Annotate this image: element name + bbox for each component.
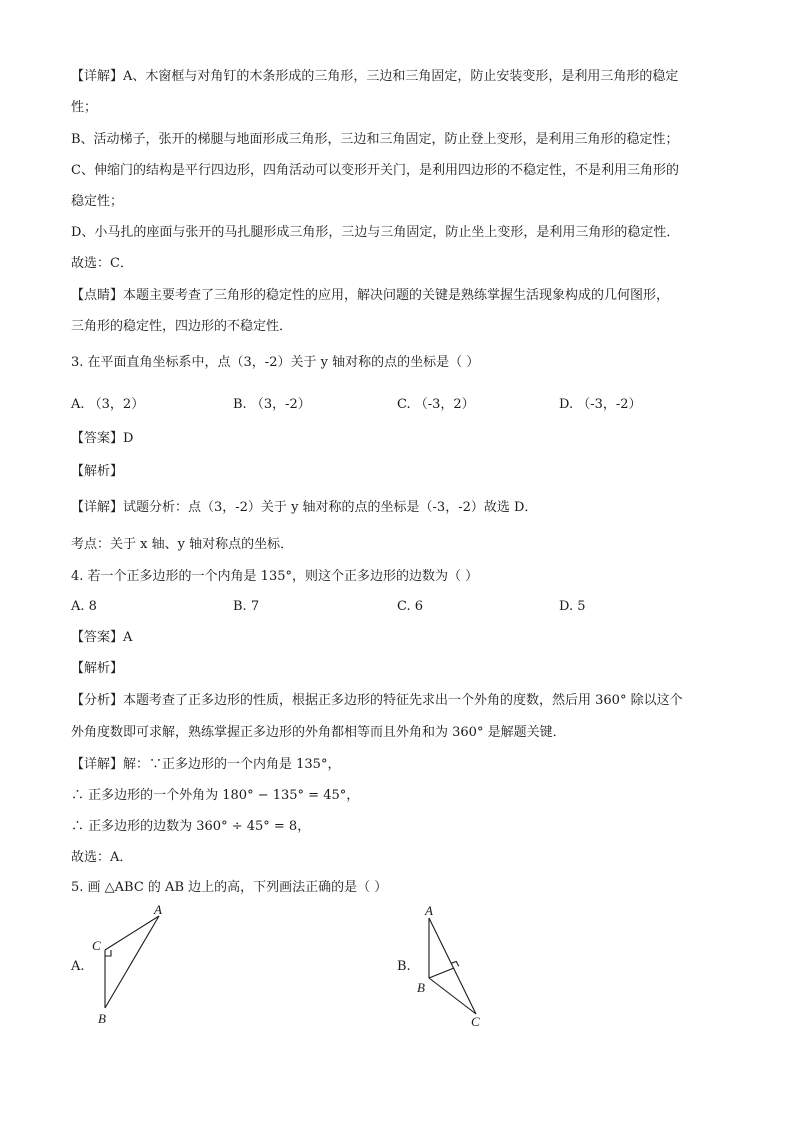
- answer-label: 【答案】D: [71, 431, 134, 446]
- q3-option-c: C. （-3，2）: [397, 397, 475, 412]
- text-line: 故选：A．: [71, 850, 133, 865]
- text-line: 【分析】本题考查了正多边形的性质，根据正多边形的特征先求出一个外角的度数，然后用 360° 除以这个: [71, 693, 683, 708]
- text-line: B、活动梯子，张开的梯腿与地面形成三角形，三边和三角固定，防止登上变形，是利用三角形的稳定性；: [71, 132, 679, 147]
- question-4: 4. 若一个正多边形的一个内角是 135°，则这个正多边形的边数为（ ）: [71, 569, 479, 584]
- q5-figure-a: [86, 898, 176, 1028]
- answer-label: 【答案】A: [71, 630, 133, 645]
- text-line: 稳定性；: [71, 194, 124, 209]
- q4-option-a: A. 8: [71, 599, 97, 614]
- q5-option-b-label: B.: [397, 959, 411, 974]
- text-line: 【详解】解：∵正多边形的一个内角是 135°，: [71, 757, 341, 772]
- analysis-label: 【解析】: [71, 464, 124, 479]
- analysis-label: 【解析】: [71, 661, 124, 676]
- text-line: 外角度数即可求解，熟练掌握正多边形的外角都相等而且外角和为 360° 是解题关键．: [71, 725, 566, 740]
- vertex-c-label: C: [92, 938, 101, 953]
- q4-option-d: D. 5: [559, 599, 586, 614]
- vertex-b-label: B: [417, 980, 425, 995]
- vertex-a-label: A: [154, 902, 162, 917]
- question-3: 3. 在平面直角坐标系中，点（3，-2）关于 y 轴对称的点的坐标是（ ）: [71, 355, 480, 370]
- q3-option-d: D. （-3，-2）: [559, 397, 642, 412]
- q3-option-a: A. （3，2）: [71, 397, 145, 412]
- text-line: D、小马扎的座面与张开的马扎腿形成三角形，三边与三角固定，防止坐上变形，是利用三角形的稳定性．: [71, 225, 680, 240]
- text-line: 故选：C．: [71, 256, 133, 271]
- q4-option-c: C. 6: [397, 599, 424, 614]
- text-line: 性；: [71, 100, 98, 115]
- text-line: 考点：关于 x 轴、y 轴对称点的坐标．: [71, 537, 294, 552]
- text-line: 三角形的稳定性，四边形的不稳定性．: [71, 319, 293, 334]
- text-line: ∴ 正多边形的边数为 360° ÷ 45° = 8，: [71, 819, 311, 834]
- q5-figure-b: [412, 898, 502, 1030]
- text-line: 【详解】试题分析：点（3，-2）关于 y 轴对称的点的坐标是（-3，-2）故选 D．: [71, 500, 538, 515]
- question-5: 5. 画 △ABC 的 AB 边上的高，下列画法正确的是（ ）: [71, 880, 388, 895]
- text-line: 【点睛】本题主要考查了三角形的稳定性的应用，解决问题的关键是熟练掌握生活现象构成的几何图形，: [71, 288, 670, 303]
- q5-option-a-label: A.: [71, 959, 85, 974]
- text-line: 【详解】A、木窗框与对角钉的木条形成的三角形，三边和三角固定，防止安装变形，是利用三角形的稳定: [71, 69, 679, 84]
- q3-option-b: B. （3，-2）: [233, 397, 311, 412]
- vertex-b-label: B: [98, 1011, 106, 1026]
- text-line: ∴ 正多边形的一个外角为 180° − 135° = 45°，: [71, 788, 360, 803]
- vertex-a-label: A: [425, 903, 433, 918]
- text-line: C、伸缩门的结构是平行四边形，四角活动可以变形开关门，是利用四边形的不稳定性，不是利用三角形的: [71, 163, 679, 178]
- q4-option-b: B. 7: [233, 599, 260, 614]
- vertex-c-label: C: [471, 1014, 480, 1029]
